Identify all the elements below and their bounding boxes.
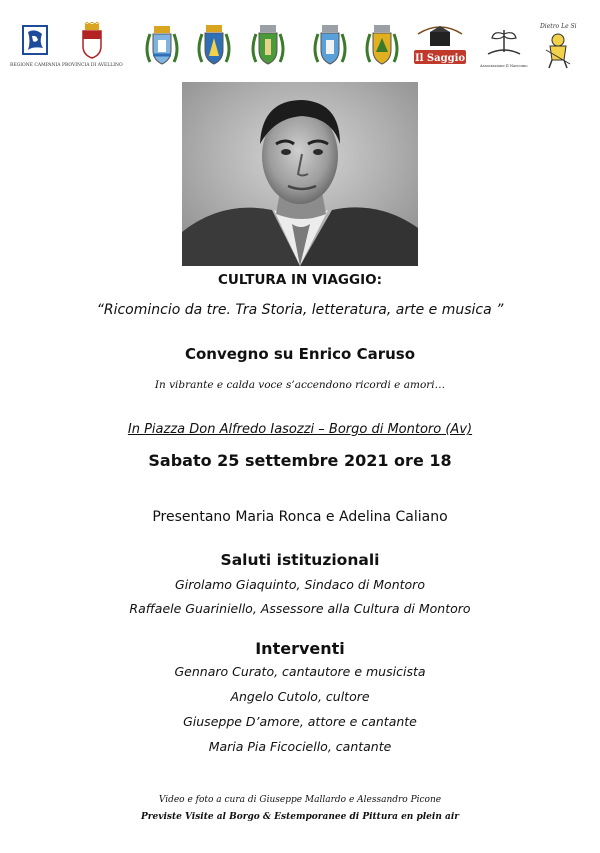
speaker-item: Maria Pia Ficociello, cantante (208, 739, 392, 754)
associazione-logo (480, 22, 528, 68)
event-date: Sabato 25 settembre 2021 ore 18 (148, 451, 452, 470)
comune-crest-4-icon (310, 22, 350, 70)
dietro-le-si-icon (540, 30, 576, 70)
presenters: Presentano Maria Ronca e Adelina Caliano (152, 509, 448, 525)
il-saggio-text: Il Saggio (414, 53, 466, 64)
provincia-avellino-logo (62, 22, 123, 68)
logo-caption: Associazione Il Narcomo (480, 63, 528, 68)
comune-crest-3 (248, 22, 288, 70)
regione-campania-logo (10, 22, 61, 68)
speaker-item: Giuseppe D’amore, attore e cantante (183, 714, 417, 729)
subtitle: “Ricomincio da tre. Tra Storia, letteratura, arte e musica ” (96, 302, 504, 318)
event-title: Convegno su Enrico Caruso (184, 345, 416, 363)
comune-crest-5 (362, 22, 402, 70)
speaker-item: Gennaro Curato, cantautore e musicista (174, 664, 426, 679)
greeting-item: Girolamo Giaquinto, Sindaco di Montoro (175, 577, 425, 592)
greetings-title: Saluti istituzionali (220, 551, 380, 569)
comune-crest-5-icon (362, 22, 402, 70)
comune-crest-1-icon (142, 22, 182, 70)
comune-crest-3-icon (248, 22, 288, 70)
regione-campania-icon (15, 22, 55, 62)
logo-caption: REGIONE CAMPANIA (10, 63, 61, 68)
dietro-le-si-logo (540, 22, 577, 70)
extras: Previste Visite al Borgo & Estemporanee di Pittura en plein air (141, 812, 459, 822)
comune-crest-2 (194, 22, 234, 70)
comune-crest-2-icon (194, 22, 234, 70)
speaker-item: Angelo Cutolo, cultore (230, 689, 370, 704)
il-saggio-icon (412, 22, 468, 68)
credits: Video e foto a cura di Giuseppe Mallardo e Alessandro Picone (158, 795, 442, 805)
tagline: In vibrante e calda voce s’accendono ricordi e amori… (154, 379, 446, 391)
heading: CULTURA IN VIAGGIO: (218, 272, 382, 288)
logo-caption: PROVINCIA DI AVELLINO (62, 63, 123, 68)
logo-bar (10, 22, 590, 74)
il-saggio-logo (412, 22, 468, 68)
portrait-icon (182, 82, 418, 266)
comune-crest-1 (142, 22, 182, 70)
provincia-avellino-icon (72, 22, 112, 62)
enrico-caruso-portrait (182, 82, 418, 266)
logo-caption: Dietro Le Si (540, 23, 577, 30)
speakers-title: Interventi (255, 639, 345, 658)
associazione-icon (482, 22, 526, 62)
greeting-item: Raffaele Guariniello, Assessore alla Cultura di Montoro (129, 601, 471, 616)
comune-crest-4 (310, 22, 350, 70)
location: In Piazza Don Alfredo Iasozzi – Borgo di Montoro (Av) (127, 422, 473, 437)
